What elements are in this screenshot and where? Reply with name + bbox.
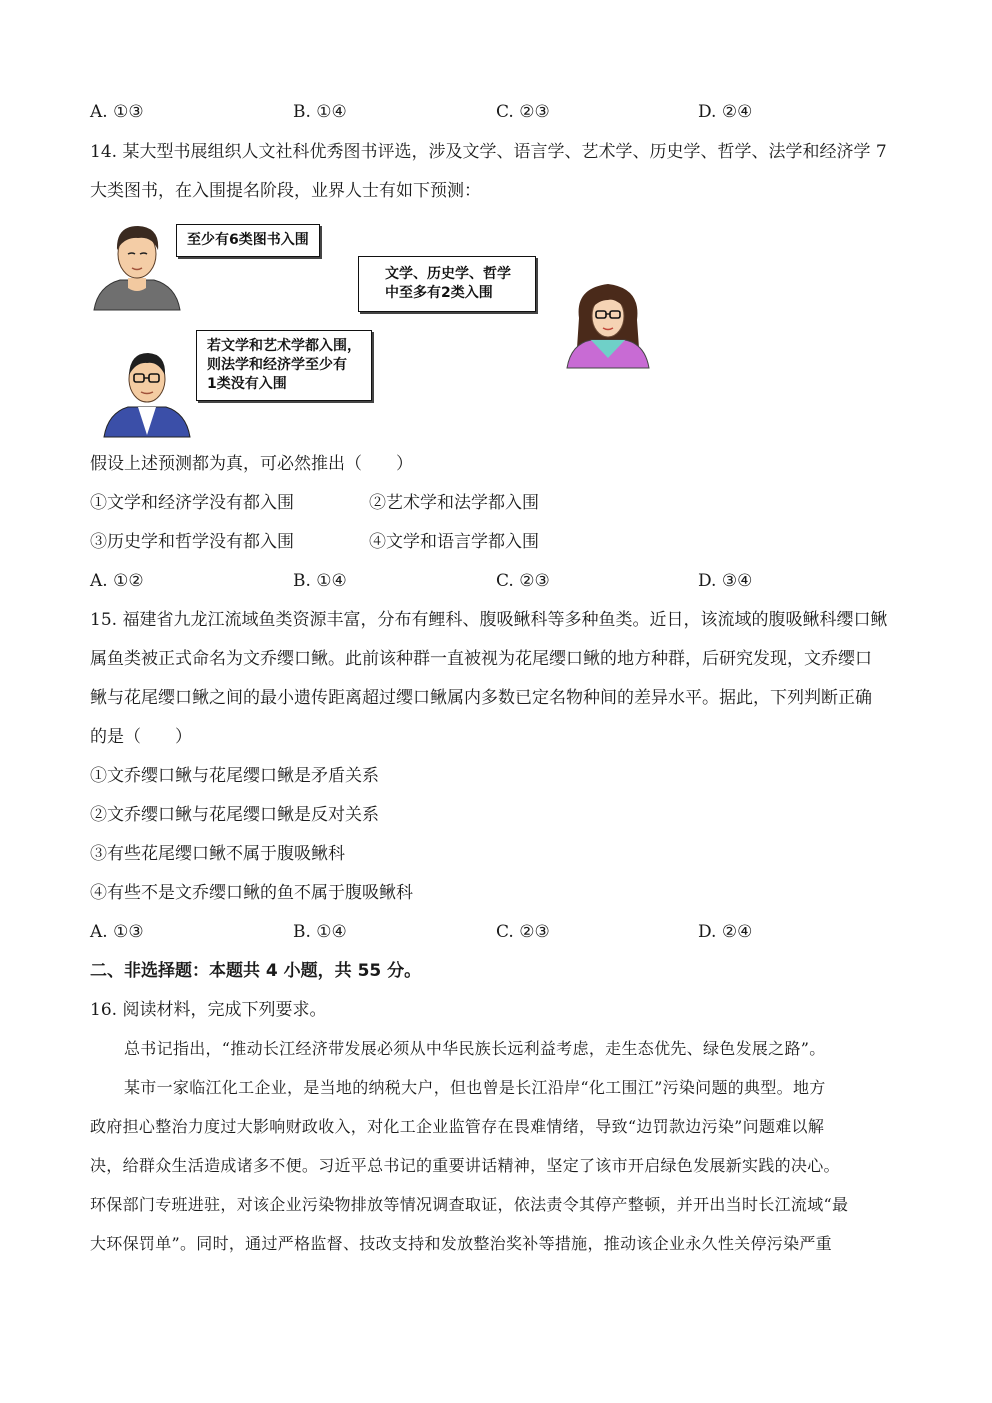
q14-option-d[interactable]: D. ③④ bbox=[698, 571, 753, 591]
q14-option-c[interactable]: C. ②③ bbox=[496, 571, 550, 591]
q15-stem-line2: 属鱼类被正式命名为文乔缨口鳅。此前该种群一直被视为花尾缨口鳅的地方种群，后研究发现，文乔缨口 bbox=[90, 649, 872, 669]
q14-option-a[interactable]: A. ①② bbox=[90, 571, 144, 591]
q14-stem-line1: 14. 某大型书展组织人文社科优秀图书评选，涉及文学、语言学、艺术学、历史学、哲学、法学和经济学 7 bbox=[90, 142, 887, 162]
q15-stem-line4: 的是（ ） bbox=[90, 727, 192, 747]
q15-option-d[interactable]: D. ②④ bbox=[698, 922, 753, 942]
q13-options bbox=[90, 100, 850, 124]
q16-material-para2-line4: 环保部门专班进驻，对该企业污染物排放等情况调查取证，依法责令其停产整顿，并开出当时长江流域“最 bbox=[90, 1195, 849, 1214]
section-2-heading: 二、非选择题：本题共 4 小题，共 55 分。 bbox=[90, 961, 422, 981]
q15-stem-line1: 15. 福建省九龙江流域鱼类资源丰富，分布有鲤科、腹吸鳅科等多种鱼类。近日，该流域的腹吸鳅科缨口鳅 bbox=[90, 610, 888, 630]
q16-material-para2-line3: 决，给群众生活造成诸多不便。习近平总书记的重要讲话精神，坚定了该市开启绿色发展新实践的决心。 bbox=[90, 1156, 840, 1175]
q13-option-b[interactable]: B. ①④ bbox=[293, 102, 347, 122]
q15-option-a[interactable]: A. ①③ bbox=[90, 922, 144, 942]
q14-options bbox=[90, 569, 850, 593]
q16-material-para2-line1: 某市一家临江化工企业，是当地的纳税大户，但也曾是长江沿岸“化工围江”污染问题的典型。地方 bbox=[124, 1078, 826, 1097]
speech-bubble-1: 至少有6类图书入围 bbox=[176, 224, 320, 257]
q15-item-1: ①文乔缨口鳅与花尾缨口鳅是矛盾关系 bbox=[90, 766, 379, 786]
q13-option-c[interactable]: C. ②③ bbox=[496, 102, 550, 122]
q14-item-1: ①文学和经济学没有都入围 bbox=[90, 493, 294, 513]
q15-item-3: ③有些花尾缨口鳅不属于腹吸鳅科 bbox=[90, 844, 345, 864]
q16-material-para2-line2: 政府担心整治力度过大影响财政收入，对化工企业监管存在畏难情绪，导致“边罚款边污染”问题难以解 bbox=[90, 1117, 825, 1136]
q13-option-a[interactable]: A. ①③ bbox=[90, 102, 144, 122]
q16-intro: 16. 阅读材料，完成下列要求。 bbox=[90, 1000, 327, 1020]
q15-item-4: ④有些不是文乔缨口鳅的鱼不属于腹吸鳅科 bbox=[90, 883, 413, 903]
q14-stem-line2: 大类图书，在入围提名阶段，业界人士有如下预测： bbox=[90, 181, 481, 201]
q15-option-c[interactable]: C. ②③ bbox=[496, 922, 550, 942]
q14-question: 假设上述预测都为真，可必然推出（ ） bbox=[90, 454, 413, 474]
q14-item-4: ④文学和语言学都入围 bbox=[369, 532, 539, 552]
q13-option-d[interactable]: D. ②④ bbox=[698, 102, 753, 122]
q15-option-b[interactable]: B. ①④ bbox=[293, 922, 347, 942]
q14-item-2: ②艺术学和法学都入围 bbox=[369, 493, 539, 513]
q16-material-para2-line5: 大环保罚单”。同时，通过严格监督、技改支持和发放整治奖补等措施，推动该企业永久性关停污染严重 bbox=[90, 1234, 832, 1253]
person-3-illustration bbox=[102, 345, 192, 437]
q14-item-3: ③历史学和哲学没有都入围 bbox=[90, 532, 294, 552]
q15-item-2: ②文乔缨口鳅与花尾缨口鳅是反对关系 bbox=[90, 805, 379, 825]
person-2-illustration bbox=[565, 278, 651, 368]
q15-options bbox=[90, 920, 850, 944]
q16-material-para1: 总书记指出，“推动长江经济带发展必须从中华民族长远利益考虑，走生态优先、绿色发展之路”。 bbox=[124, 1039, 826, 1058]
speech-bubble-3: 若文学和艺术学都入围， 则法学和经济学至少有 1类没有入围 bbox=[196, 330, 372, 401]
q14-option-b[interactable]: B. ①④ bbox=[293, 571, 347, 591]
person-1-illustration bbox=[92, 218, 182, 310]
q15-stem-line3: 鳅与花尾缨口鳅之间的最小遗传距离超过缨口鳅属内多数已定名物种间的差异水平。据此，下列判断正确 bbox=[90, 688, 872, 708]
speech-bubble-2: 文学、历史学、哲学 中至多有2类入围 bbox=[358, 256, 536, 312]
